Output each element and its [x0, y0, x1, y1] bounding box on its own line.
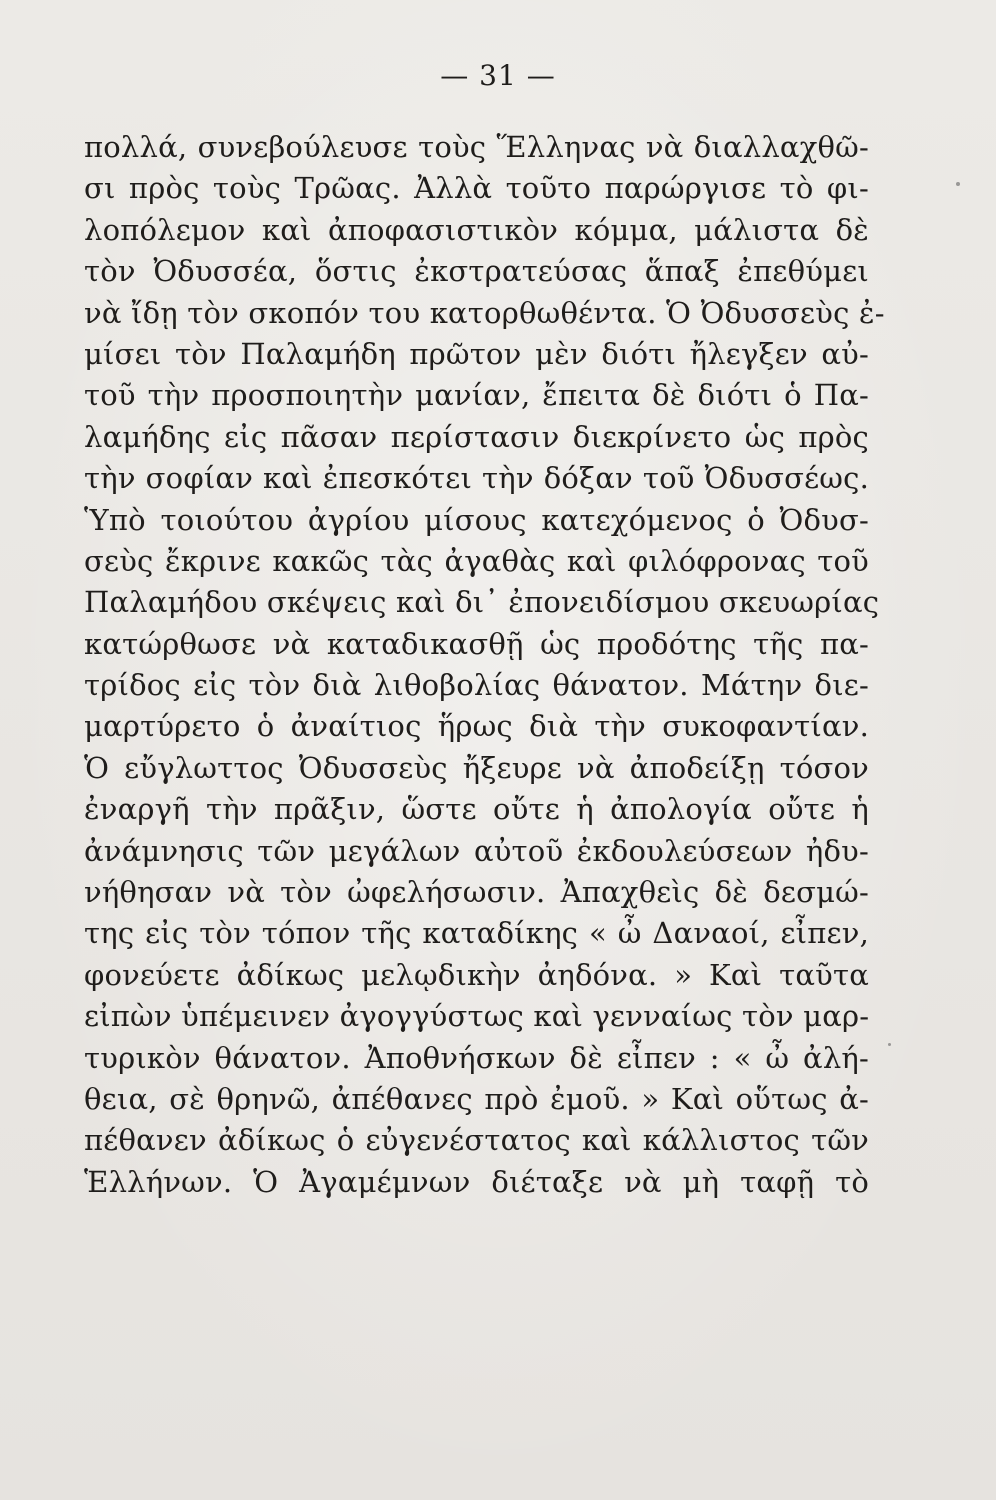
text-line — [84, 996, 869, 1037]
text-line-content: νήθησαν νὰ τὸν ὠφελήσωσιν. Ἀπαχθεὶς δὲ δεσμώ- — [84, 875, 869, 910]
text-line — [84, 789, 869, 830]
body-text — [84, 127, 885, 1203]
text-line — [84, 872, 869, 913]
text-line-content: της εἰς τὸν τόπον τῆς καταδίκης « ὦ Δαναοί, εἶπεν, — [84, 916, 869, 951]
text-line — [84, 582, 880, 623]
text-line-content: τρίδος εἰς τὸν διὰ λιθοβολίας θάνατον. Μάτην διε- — [84, 668, 869, 703]
text-line — [84, 955, 869, 996]
text-line-content: θεια, σὲ θρηνῶ, ἀπέθανες πρὸ ἐμοῦ. » Καὶ οὕτως ἀ- — [84, 1081, 869, 1116]
text-line — [84, 127, 869, 168]
text-line-content: ἐναργῆ τὴν πρᾶξιν, ὥστε οὔτε ἡ ἀπολογία οὔτε ἡ — [84, 792, 869, 827]
paper-speck — [956, 182, 960, 186]
text-line — [84, 1038, 869, 1079]
text-line-content: κατώρθωσε νὰ καταδικασθῇ ὡς προδότης τῆς πα- — [84, 626, 869, 661]
text-line-content: πολλά, συνεβούλευσε τοὺς Ἕλληνας νὰ διαλλαχθῶ- — [84, 130, 869, 164]
text-line — [84, 665, 869, 706]
paper-speck — [888, 1043, 891, 1046]
text-line-content: τυρικὸν θάνατον. Ἀποθνήσκων δὲ εἶπεν : « ὦ ἀλή- — [84, 1040, 869, 1075]
text-line — [84, 251, 869, 292]
text-line-content: φονεύετε ἀδίκως μελῳδικὴν ἀηδόνα. » Καὶ ταῦτα — [84, 957, 869, 992]
text-line-content: μίσει τὸν Παλαμήδη πρῶτον μὲν διότι ἤλεγξεν αὐ- — [84, 336, 869, 371]
text-line-content: λαμήδης εἰς πᾶσαν περίστασιν διεκρίνετο ὡς πρὸς — [84, 419, 869, 454]
text-line — [84, 334, 869, 375]
page-number: — 31 — — [440, 59, 556, 92]
text-line-content: ἀνάμνησις τῶν μεγάλων αὐτοῦ ἐκδουλεύσεων ἠδυ- — [84, 833, 869, 868]
text-line-content: εἰπὼν ὑπέμεινεν ἀγογγύστως καὶ γενναίως τὸν μαρ- — [84, 999, 870, 1034]
text-line — [84, 500, 869, 541]
text-line-content: τὸν Ὀδυσσέα, ὅστις ἐκστρατεύσας ἅπαξ ἐπεθύμει — [84, 254, 869, 289]
text-line-content: πέθανεν ἀδίκως ὁ εὐγενέστατος καὶ κάλλιστος τῶν — [84, 1123, 869, 1158]
text-line-content: μαρτύρετο ὁ ἀναίτιος ἥρως διὰ τὴν συκοφαντίαν. — [84, 709, 869, 744]
text-line — [84, 706, 869, 747]
text-line — [84, 541, 869, 582]
text-line-content: τὴν σοφίαν καὶ ἐπεσκότει τὴν δόξαν τοῦ Ὀδυσσέως. — [84, 461, 869, 496]
text-line — [84, 1079, 869, 1120]
text-line-content: νὰ ἴδῃ τὸν σκοπόν του κατορθωθέντα. Ὁ Ὀδυσσεὺς ἐ- — [84, 295, 885, 330]
text-line-content: σεὺς ἔκρινε κακῶς τὰς ἀγαθὰς καὶ φιλόφρονας τοῦ — [84, 543, 869, 578]
text-line-content: λοπόλεμον καὶ ἀποφασιστικὸν κόμμα, μάλιστα δὲ — [84, 212, 869, 247]
text-line — [84, 624, 869, 665]
text-line-content: Παλαμήδου σκέψεις καὶ δι᾽ ἐπονειδίσμου σκευωρίας — [84, 585, 880, 620]
text-line — [84, 748, 869, 789]
text-line-content: Ὑπὸ τοιούτου ἀγρίου μίσους κατεχόμενος ὁ Ὀδυσ- — [84, 502, 869, 537]
text-line — [84, 831, 869, 872]
text-line — [84, 458, 869, 499]
text-line-content: σι πρὸς τοὺς Τρῶας. Ἀλλὰ τοῦτο παρώργισε τὸ φι- — [84, 171, 869, 206]
text-line — [84, 913, 869, 954]
text-line — [84, 293, 885, 334]
text-line — [84, 375, 869, 416]
text-line — [84, 417, 869, 458]
text-line-content: τοῦ τὴν προσποιητὴν μανίαν, ἔπειτα δὲ διότι ὁ Πα- — [84, 378, 869, 413]
text-line — [84, 1162, 869, 1203]
text-line-content: Ὁ εὔγλωττος Ὀδυσσεὺς ἤξευρε νὰ ἀποδείξῃ τόσον — [84, 750, 869, 785]
text-line — [84, 168, 869, 209]
text-line — [84, 1120, 869, 1161]
text-line-content: Ἑλλήνων. Ὁ Ἀγαμέμνων διέταξε νὰ μὴ ταφῇ τὸ — [84, 1164, 869, 1199]
text-line — [84, 210, 869, 251]
